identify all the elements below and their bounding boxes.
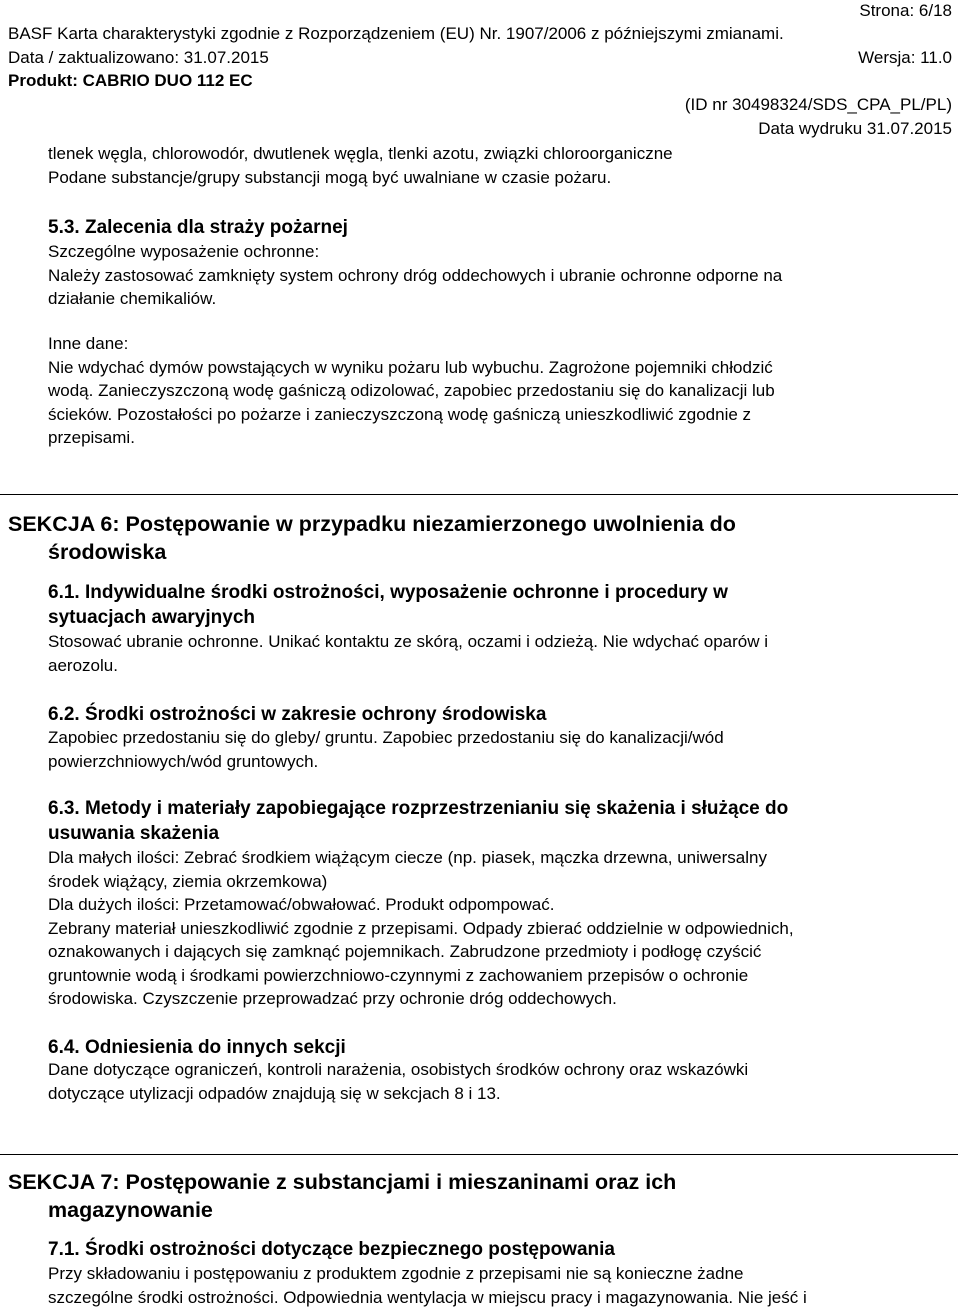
text-line: Stosować ubranie ochronne. Unikać kontaktu ze skórą, oczami i odzieżą. Nie wdychać oparów i bbox=[48, 632, 769, 651]
s6-4-paragraph bbox=[48, 1058, 748, 1105]
text-line: Zapobiec przedostaniu się do gleby/ gruntu. Zapobiec przedostaniu się do kanalizacji/wód bbox=[48, 728, 724, 747]
text-line: przepisami. bbox=[48, 428, 135, 447]
text-line: Nie wdychać dymów powstających w wyniku pożaru lub wybuchu. Zagrożone pojemniki chłodzić bbox=[48, 357, 773, 377]
text-line: szczególne środki ostrożności. Odpowiednia wentylacja w miejscu pracy i magazynowania. Nie jeść i bbox=[48, 1287, 807, 1307]
text-line: Podane substancje/grupy substancji mogą być uwalniane w czasie pożaru. bbox=[48, 167, 612, 187]
page-number: Strona: 6/18 bbox=[859, 1, 952, 20]
section-title-line: SEKCJA 7: Postępowanie z substancjami i mieszaninami oraz ich bbox=[8, 1170, 677, 1194]
subsection-heading-6-4: 6.4. Odniesienia do innych sekcji bbox=[48, 1037, 346, 1058]
s6-3-paragraph bbox=[48, 846, 794, 1011]
s6-1-paragraph bbox=[48, 630, 768, 677]
text-line: aerozolu. bbox=[48, 655, 118, 675]
section-7-title bbox=[8, 1168, 676, 1224]
section-title-line: magazynowanie bbox=[48, 1198, 213, 1222]
text-line: Należy zastosować zamknięty system ochrony dróg oddechowych i ubranie ochronne odporne na bbox=[48, 265, 783, 285]
section-title-line: środowiska bbox=[48, 540, 167, 564]
heading-line: usuwania skażenia bbox=[48, 823, 220, 844]
product-name: Produkt: CABRIO DUO 112 EC bbox=[8, 71, 253, 90]
text-line: powierzchniowych/wód gruntowych. bbox=[48, 751, 319, 771]
text-line: Przy składowaniu i postępowaniu z produktem zgodnie z przepisami nie są konieczne żadne bbox=[48, 1264, 744, 1283]
text-line: działanie chemikaliów. bbox=[48, 289, 217, 308]
other-data-paragraph bbox=[48, 332, 775, 450]
intro-paragraph bbox=[48, 142, 673, 189]
text-line: ścieków. Pozostałości po pożarze i zanieczyszczoną wodę gaśniczą unieszkodliwić zgodnie z bbox=[48, 404, 752, 424]
text-line: gruntownie wodą i środkami powierzchniowo-czynnymi z zachowaniem przepisów o ochronie bbox=[48, 965, 749, 985]
text-line: środek wiążący, ziemia okrzemkowa) bbox=[48, 871, 328, 891]
date-updated: Data / zaktualizowano: 31.07.2015 bbox=[8, 48, 269, 67]
section-divider bbox=[0, 1154, 958, 1155]
section-divider bbox=[0, 494, 958, 495]
document-title: BASF Karta charakterystyki zgodnie z Rozporządzeniem (EU) Nr. 1907/2006 z późniejszymi zmianami. bbox=[8, 24, 784, 43]
subsection-heading-6-3 bbox=[48, 796, 788, 846]
heading-line: 6.1. Indywidualne środki ostrożności, wyposażenie ochronne i procedury w bbox=[48, 582, 728, 603]
heading-line: sytuacjach awaryjnych bbox=[48, 607, 255, 628]
subsection-heading-6-1 bbox=[48, 580, 728, 630]
subsection-heading-7-1: 7.1. Środki ostrożności dotyczące bezpiecznego postępowania bbox=[48, 1239, 615, 1260]
document-id: (ID nr 30498324/SDS_CPA_PL/PL) bbox=[684, 95, 952, 114]
text-line: wodą. Zanieczyszczoną wodę gaśniczą odizolować, zapobiec przedostaniu się do kanalizacji lub bbox=[48, 381, 775, 400]
section-title-line: SEKCJA 6: Postępowanie w przypadku niezamierzonego uwolnienia do bbox=[8, 512, 736, 536]
equipment-paragraph bbox=[48, 240, 782, 311]
text-line: oznakowanych i dających się zamknąć pojemnikach. Zabrudzone przedmioty i podłogę czyścić bbox=[48, 942, 762, 961]
subsection-heading-6-2: 6.2. Środki ostrożności w zakresie ochrony środowiska bbox=[48, 704, 547, 725]
print-date: Data wydruku 31.07.2015 bbox=[758, 119, 952, 138]
section-6-title bbox=[8, 510, 736, 566]
subsection-heading-5-3: 5.3. Zalecenia dla straży pożarnej bbox=[48, 217, 348, 238]
version: Wersja: 11.0 bbox=[858, 48, 952, 67]
s6-2-paragraph bbox=[48, 726, 724, 773]
text-line: tlenek węgla, chlorowodór, dwutlenek węgla, tlenki azotu, związki chloroorganiczne bbox=[48, 144, 673, 163]
text-line: środowiska. Czyszczenie przeprowadzać przy ochronie dróg oddechowych. bbox=[48, 989, 617, 1008]
text-line: Zebrany materiał unieszkodliwić zgodnie z przepisami. Odpady zbierać oddzielnie w odpowiednich, bbox=[48, 918, 794, 938]
text-line: Dla małych ilości: Zebrać środkiem wiążącym ciecze (np. piasek, mączka drzewna, uniwersalny bbox=[48, 848, 767, 867]
text-line: dotyczące utylizacji odpadów znajdują się w sekcjach 8 i 13. bbox=[48, 1083, 501, 1103]
text-line: Dane dotyczące ograniczeń, kontroli narażenia, osobistych środków ochrony oraz wskazówki bbox=[48, 1060, 749, 1079]
heading-line: 6.3. Metody i materiały zapobiegające rozprzestrzenianiu się skażenia i służące do bbox=[48, 798, 789, 819]
other-data-label: Inne dane: bbox=[48, 334, 129, 353]
text-line: Dla dużych ilości: Przetamować/obwałować. Produkt odpompować. bbox=[48, 895, 555, 914]
equipment-label: Szczególne wyposażenie ochronne: bbox=[48, 242, 320, 261]
s7-1-paragraph bbox=[48, 1262, 807, 1309]
